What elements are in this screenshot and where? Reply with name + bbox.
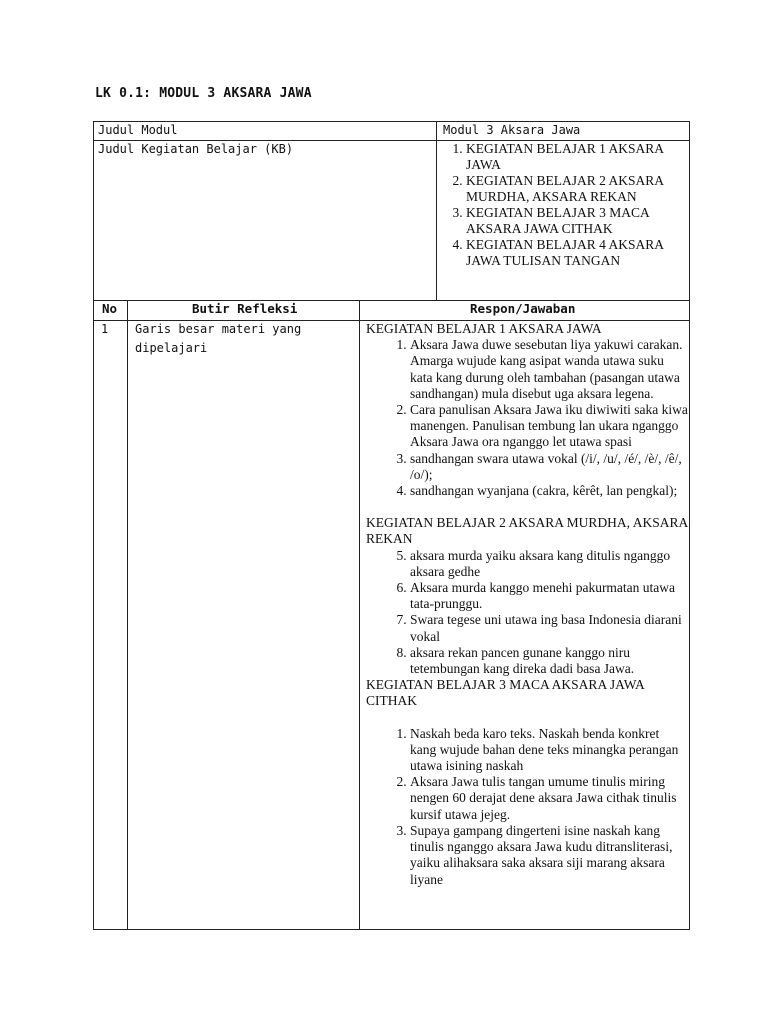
kb-item: 2. KEGIATAN BELAJAR 2 AKSARA MURDHA, AKSARA REKAN [466,173,685,205]
section-heading: KEGIATAN BELAJAR 2 AKSARA MURDHA, AKSARA REKAN [366,515,688,547]
module-table-divider [436,121,437,301]
response-list [366,726,688,888]
col-divider-butir [359,300,360,930]
col-divider-no [127,300,128,930]
response-list [366,548,688,678]
response-item: 8. aksara rekan pancen gunane kanggo niru tetembungan kang direka dadi basa Jawa. [410,645,688,677]
response-item: 1. Naskah beda karo teks. Naskah benda konkret kang wujude bahan dene teks minangka perangan utawa isining naskah [410,726,688,775]
response-item: 3. Supaya gampang dingerteni isine naskah kang tinulis nganggo aksara Jawa kudu ditransliterasi, yaiku alihaksara saka aksara siji marang aksara liyane [410,823,688,888]
document-title: LK 0.1: MODUL 3 AKSARA JAWA [95,86,312,101]
value-judul-modul: Modul 3 Aksara Jawa [443,123,581,137]
response-content [366,321,688,888]
butir-text: Garis besar materi yang dipelajari [135,322,302,355]
header-no: No [102,301,118,316]
response-item: 5. aksara murda yaiku aksara kang ditulis nganggo aksara gedhe [410,548,688,580]
response-item: 7. Swara tegese uni utawa ing basa Indonesia diarani vokal [410,612,688,644]
response-item: 2. Cara panulisan Aksara Jawa iku diwiwiti saka kiwa manengen. Panulisan tembung lan ukara nganggo Aksara Jawa ora nganggo let utawa spasi [410,402,688,451]
label-judul-modul: Judul Modul [98,123,178,137]
kb-list [440,141,685,269]
row-number: 1 [101,322,109,336]
section-heading: KEGIATAN BELAJAR 3 MACA AKSARA JAWA CITHAK [366,677,644,709]
response-item: 2. Aksara Jawa tulis tangan umume tinulis miring nengen 60 derajat dene aksara Jawa cithak tinulis kursif utawa jejeg. [410,774,688,823]
header-butir-refleksi: Butir Refleksi [192,301,298,316]
response-item: 3. sandhangan swara utawa vokal (/i/, /u/, /é/, /è/, /ê/, /o/); [410,451,688,483]
response-item: 1. Aksara Jawa duwe sesebutan liya yakuwi carakan. Amarga wujude kang asipat wanda utawa suku kata kang durung oleh tambahan (pasangan utawa sandhangan) mula disebut uga aksara legena. [410,337,688,402]
kb-item: 1. KEGIATAN BELAJAR 1 AKSARA JAWA [466,141,685,173]
response-item: 6. Aksara murda kanggo menehi pakurmatan utawa tata-prunggu. [410,580,688,612]
response-list [366,337,688,499]
section-heading: KEGIATAN BELAJAR 1 AKSARA JAWA [366,321,602,336]
kb-item: 3. KEGIATAN BELAJAR 3 MACA AKSARA JAWA CITHAK [466,205,685,237]
kb-item: 4. KEGIATAN BELAJAR 4 AKSARA JAWA TULISAN TANGAN [466,237,685,269]
header-respon-jawaban: Respon/Jawaban [470,301,576,316]
response-item: 4. sandhangan wyanjana (cakra, kêrêt, lan pengkal); [410,483,688,499]
label-judul-kb: Judul Kegiatan Belajar (KB) [98,142,294,156]
